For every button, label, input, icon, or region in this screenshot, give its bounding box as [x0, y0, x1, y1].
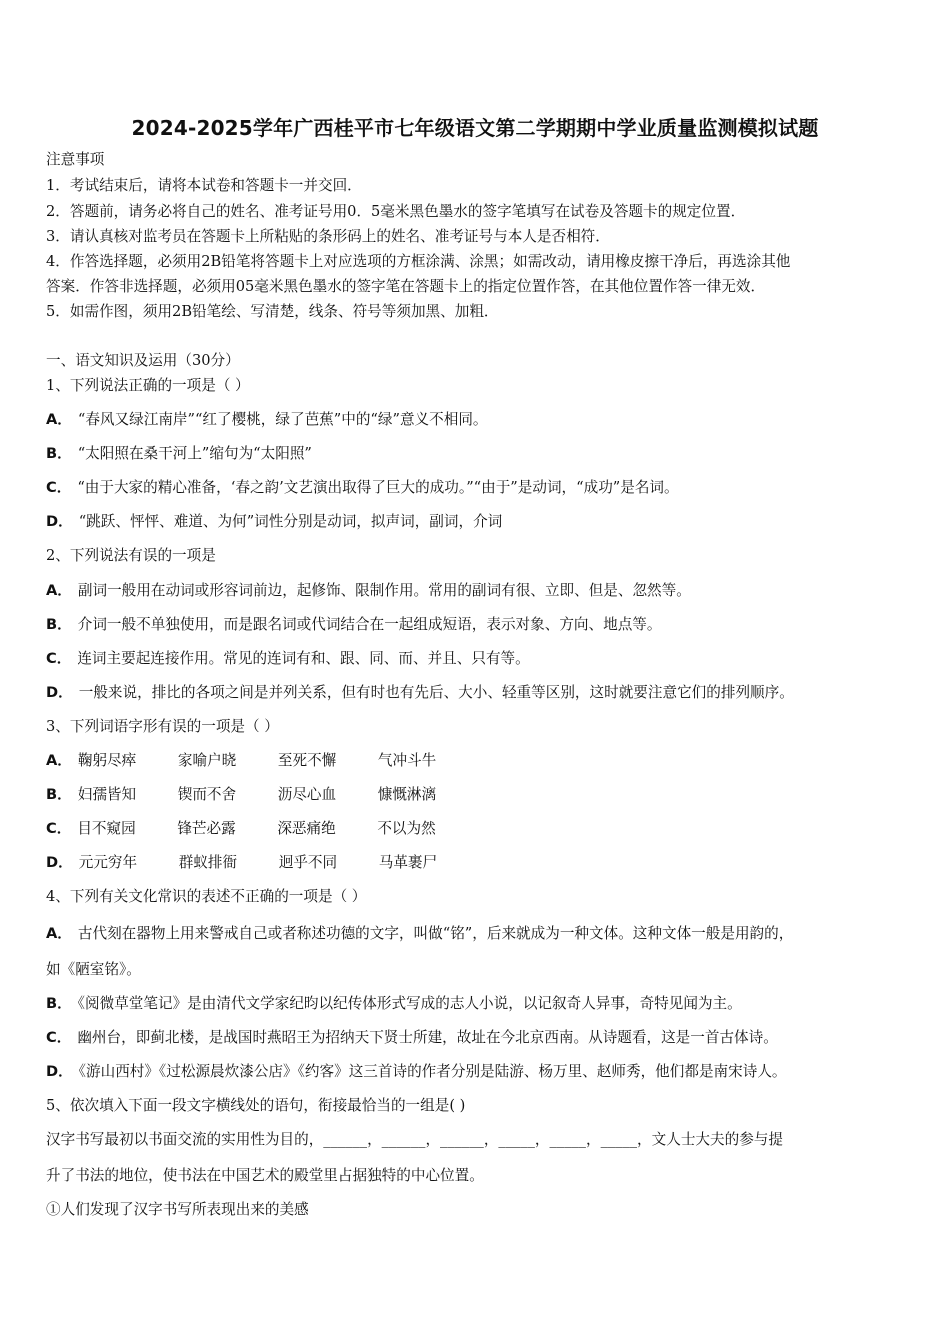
option-c	[46, 819, 436, 839]
option-text: 古代刻在器物上用来警戒自己或者称述功德的文字，叫做“铭”，后来就成为一种文体。这种文体一般是用韵的，	[77, 925, 794, 942]
option-label: D．	[46, 854, 73, 871]
option-b	[46, 994, 742, 1014]
notice-heading: 注意事项	[46, 151, 105, 168]
option-text: 《阅微草堂笔记》是由清代文学家纪昀以纪传体形式写成的志人小说，以记叙奇人异事，奇特见闻为主。	[77, 995, 742, 1012]
word: 元元穷年	[78, 854, 138, 871]
option-label: A．	[46, 411, 72, 428]
option-c	[46, 649, 530, 669]
passage-line: 汉字书写最初以书面交流的实用性为目的，______，______，______，_____，_____，_____，文人士大夫的参与提	[46, 1131, 783, 1148]
notice-item: 2．答题前，请务必将自己的姓名、准考证号用0．5毫米黑色墨水的签字笔填写在试卷及答题卡的规定位置．	[46, 203, 746, 220]
notice-item: 5．如需作图，须用2B铅笔绘、写清楚，线条、符号等须加黑、加粗．	[46, 303, 499, 320]
word: 马革裹尸	[378, 854, 438, 871]
option-text: 介词一般不单独使用，而是跟名词或代词结合在一起组成短语，表示对象、方向、地点等。	[77, 616, 662, 633]
option-d	[46, 512, 502, 532]
option-b	[46, 615, 661, 635]
option-text: 幽州台，即蓟北楼，是战国时燕昭王为招纳天下贤士所建，故址在今北京西南。从诗题看，这是一首古体诗。	[77, 1029, 778, 1046]
notice-item: 4．作答选择题，必须用2B铅笔将答题卡上对应选项的方框涂满、涂黑；如需改动，请用橡皮擦干净后，再选涂其他	[46, 253, 791, 270]
word: 不以为然	[377, 820, 436, 837]
word: 沥尽心血	[277, 786, 337, 803]
option-label: D．	[46, 1063, 73, 1080]
option-text: 《游山西村》《过松源晨炊漆公店》《约客》这三首诗的作者分别是陆游、杨万里、赵师秀，他们都是南宋诗人。	[78, 1063, 787, 1080]
option-label: C．	[46, 479, 72, 496]
option-label: C．	[46, 650, 72, 667]
option-c	[46, 1028, 778, 1048]
word: 锲而不舍	[177, 786, 237, 803]
notice-item: 3．请认真核对监考员在答题卡上所粘贴的条形码上的姓名、准考证号与本人是否相符．	[46, 228, 610, 245]
word: 家喻户晓	[177, 752, 237, 769]
word: 深恶痛绝	[277, 820, 336, 837]
option-text: 连词主要起连接作用。常见的连词有和、跟、同、而、并且、只有等。	[77, 650, 530, 667]
word: 鞠躬尽瘁	[77, 752, 137, 769]
option-text: “由于大家的精心准备，‘春之韵’文艺演出取得了巨大的成功。”“由于”是动词，“成功”是名词。	[77, 479, 679, 496]
notice-item: 1．考试结束后，请将本试卷和答题卡一并交回．	[46, 177, 362, 194]
option-label: A．	[46, 582, 72, 599]
question-stem: 1、下列说法正确的一项是（ ）	[46, 377, 250, 394]
option-d	[46, 853, 437, 873]
word: 气冲斗牛	[377, 752, 437, 769]
word: 妇孺皆知	[77, 786, 137, 803]
option-label: C．	[46, 820, 72, 837]
option-a	[46, 581, 691, 601]
word: 群蚁排衙	[178, 854, 238, 871]
section-heading: 一、语文知识及运用（30分）	[46, 352, 240, 369]
option-text: 副词一般用在动词或形容词前边，起修饰、限制作用。常用的副词有很、立即、但是、忽然等。	[77, 582, 691, 599]
option-label: C．	[46, 1029, 72, 1046]
option-text: “跳跃、怦怦、难道、为何”词性分别是动词，拟声词，副词，介词	[78, 513, 503, 530]
option-text: “太阳照在桑干河上”缩句为“太阳照”	[77, 445, 312, 462]
option-label: A．	[46, 925, 72, 942]
option-a	[46, 410, 488, 430]
word: 迥乎不同	[278, 854, 338, 871]
word: 目不窥园	[77, 820, 136, 837]
word: 至死不懈	[277, 752, 337, 769]
option-b	[46, 444, 312, 464]
option-label: B．	[46, 445, 72, 462]
option-c	[46, 478, 679, 498]
question-stem: 4、下列有关文化常识的表述不正确的一项是（ ）	[46, 888, 367, 905]
option-label: B．	[46, 995, 72, 1012]
option-text: “春风又绿江南岸”“红了樱桃，绿了芭蕉”中的“绿”意义不相同。	[77, 411, 488, 428]
page-title: 2024-2025学年广西桂平市七年级语文第二学期期中学业质量监测模拟试题	[131, 116, 819, 140]
option-label: A．	[46, 752, 72, 769]
option-text: 一般来说，排比的各项之间是并列关系，但有时也有先后、大小、轻重等区别，这时就要注意它们的排列顺序。	[78, 684, 794, 701]
question-stem: 3、下列词语字形有误的一项是（ ）	[46, 718, 279, 735]
option-label: D．	[46, 513, 73, 530]
option-label: B．	[46, 616, 72, 633]
option-a	[46, 751, 436, 771]
option-label: D．	[46, 684, 73, 701]
question-stem: 2、下列说法有误的一项是	[46, 547, 216, 564]
option-d	[46, 1062, 787, 1082]
option-b	[46, 785, 436, 805]
notice-item: 答案．作答非选择题，必须用05毫米黑色墨水的签字笔在答题卡上的指定位置作答，在其他位置作答一律无效．	[46, 278, 766, 295]
passage-line: 升了书法的地位，使书法在中国艺术的殿堂里占据独特的中心位置。	[46, 1167, 484, 1184]
option-label: B．	[46, 786, 72, 803]
passage-item: ①人们发现了汉字书写所表现出来的美感	[46, 1201, 309, 1218]
option-a-continued: 如《陋室铭》。	[46, 961, 141, 978]
question-stem: 5、依次填入下面一段文字横线处的语句，衔接最恰当的一组是( )	[46, 1097, 466, 1114]
word: 锋芒必露	[177, 820, 236, 837]
word: 慷慨淋漓	[377, 786, 437, 803]
option-d	[46, 683, 794, 703]
option-a	[46, 924, 793, 944]
